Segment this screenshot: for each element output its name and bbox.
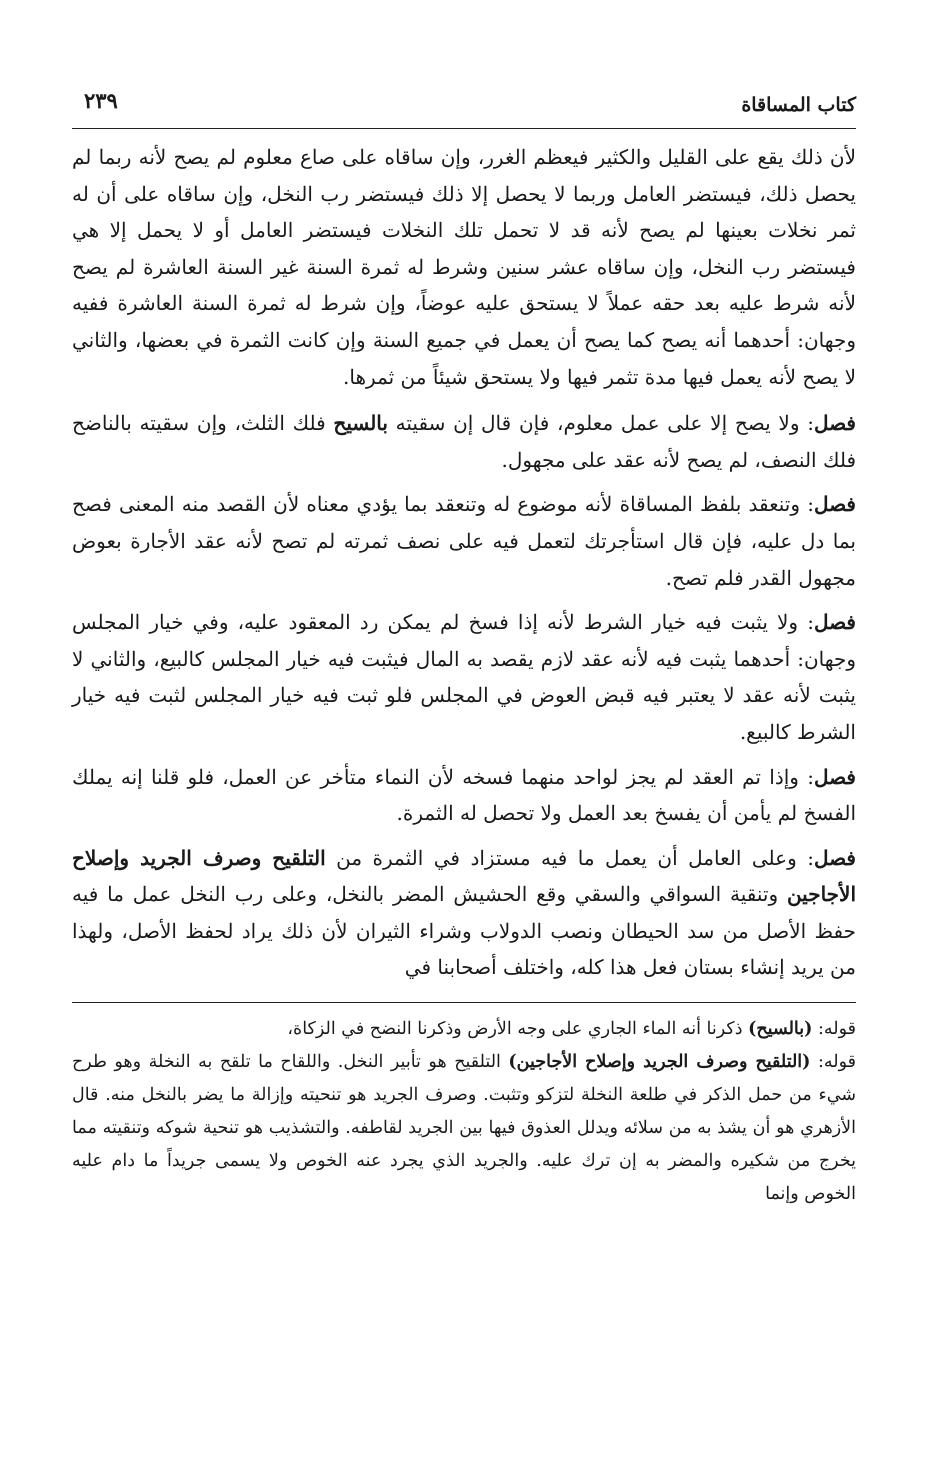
paragraph-text: وتنقية السواقي والسقي وقع الحشيش المضر بالنخل، وعلى رب النخل عمل ما فيه حفظ الأصل من سد الحيطان ونصب الدولاب وشراء الثيران لأن ذلك يراد لحفظ الأصل، ولهذا من يريد إنشاء بستان فعل هذا كله، واختلف أصحابنا في	[72, 882, 856, 980]
paragraph-text: فلك الثلث، وإن سقيته بالناضح فلك النصف، لم يصح لأنه عقد على مجهول.	[72, 411, 856, 472]
footnotes	[72, 1013, 856, 1211]
paragraph-text: : ولا يصح إلا على عمل معلوم، فإن قال إن سقيته	[387, 411, 814, 436]
footnote-1	[72, 1013, 856, 1046]
page-number: ٢٣٩	[84, 88, 118, 113]
paragraph-fasl-2	[72, 486, 856, 596]
fasl-label: فصل	[813, 764, 856, 789]
term-bold: التلقيح وصرف الجريد وإصلاح الأجاجين	[72, 845, 856, 907]
paragraph-text: : وإذا تم العقد لم يجز لواحد منهما فسخه لأن النماء متأخر عن العمل، فلو قلنا إنه يملك الفسخ لم يأمن أن يفسخ بعد العمل ولا تحصل له الثمرة.	[72, 764, 856, 826]
running-header	[72, 80, 856, 129]
footnote-2	[72, 1046, 856, 1211]
paragraph-fasl-5	[72, 840, 856, 986]
footnote-prefix: قوله:	[812, 1019, 856, 1040]
paragraph-text: : وتنعقد بلفظ المساقاة لأنه موضوع له وتنعقد بما يؤدي معناه لأن القصد منه المعنى فصح بما دل عليه، فإن قال استأجرتك لتعمل فيه على نصف ثمرته لم تصح لأنه عقد الأجارة بعوض مجهول القدر فلم تصح.	[72, 492, 856, 590]
paragraph-text: : وعلى العامل أن يعمل ما فيه مستزاد في الثمرة من	[325, 845, 814, 870]
footnote-term: (بالسيح)	[748, 1019, 813, 1040]
footnote-text: ذكرنا أنه الماء الجاري على وجه الأرض وذكرنا النضح في الزكاة،	[287, 1019, 749, 1040]
paragraph-text: : ولا يثبت فيه خيار الشرط لأنه إذا فسخ لم يمكن رد المعقود عليه، وفي خيار المجلس وجهان: أحدهما يثبت فيه لأنه عقد لازم يقصد به المال فيثبت فيه خيار المجلس كالبيع، والثاني لا يثبت لأنه عقد لا يعتبر فيه قبض العوض في المجلس فلو ثبت فيه خيار المجلس لثبت فيه خيار الشرط كالبيع.	[72, 610, 856, 744]
paragraph-continuation: لأن ذلك يقع على القليل والكثير فيعظم الغرر، وإن ساقاه على صاع معلوم لم يصح لأنه ربما لم يحصل ذلك، فيستضر العامل وربما لا يحصل إلا ذلك فيستضر رب النخل، وإن ساقاه على أن له ثمر نخلات بعينها لم يصح لأنه قد لا تحمل تلك النخلات فيستضر العامل أو لا يحمل إلا هي فيستضر رب النخل، وإن ساقاه عشر سنين وشرط له ثمرة السنة غير السنة العاشرة لم يصح لأنه شرط عليه بعد حقه عملاً لا يستحق عليه عوضاً، وإن شرط له ثمرة السنة العاشرة ففيه وجهان: أحدهما أنه يصح كما يصح أن يعمل في جميع السنة وإن كانت الثمرة في بعضها، والثاني لا يصح لأنه يعمل فيها مدة تثمر فيها ولا يستحق شيئاً من ثمرها.	[72, 145, 856, 389]
chapter-title: كتاب المساقاة	[741, 94, 856, 116]
term-bold: بالسيح	[333, 411, 388, 436]
main-text	[72, 139, 856, 986]
fasl-label: فصل	[813, 492, 856, 517]
paragraph-fasl-3	[72, 604, 856, 750]
fasl-label: فصل	[813, 411, 856, 436]
paragraph-fasl-4	[72, 759, 856, 832]
footnote-divider	[72, 1002, 856, 1003]
paragraph-fasl-1	[72, 405, 856, 478]
fasl-label: فصل	[813, 610, 856, 635]
footnote-prefix: قوله:	[810, 1052, 856, 1073]
footnote-term: (التلقيح وصرف الجريد وإصلاح الأجاجين)	[508, 1052, 811, 1073]
fasl-label: فصل	[813, 845, 856, 870]
footnote-text: التلقيح هو تأبير النخل. واللقاح ما تلقح به النخلة وهو طرح شيء من حمل الذكر في طلعة النخلة لتزكو وتثبت. وصرف الجريد هو تنحيته وإزالة ما يضر بالنخل منه. قال الأزهري هو أن يشذ به من سلائه ويدلل العذوق فيها بين الجريد لقاطفه. والتشذيب هو تنحية شوكه وتنقيته مما يخرج من شكيره والمضر به إن ترك عليه. والجريد الذي يجرد عنه الخوص ولا يسمى جريداً ما دام عليه الخوص وإنما	[72, 1052, 856, 1205]
book-page	[72, 80, 856, 1429]
